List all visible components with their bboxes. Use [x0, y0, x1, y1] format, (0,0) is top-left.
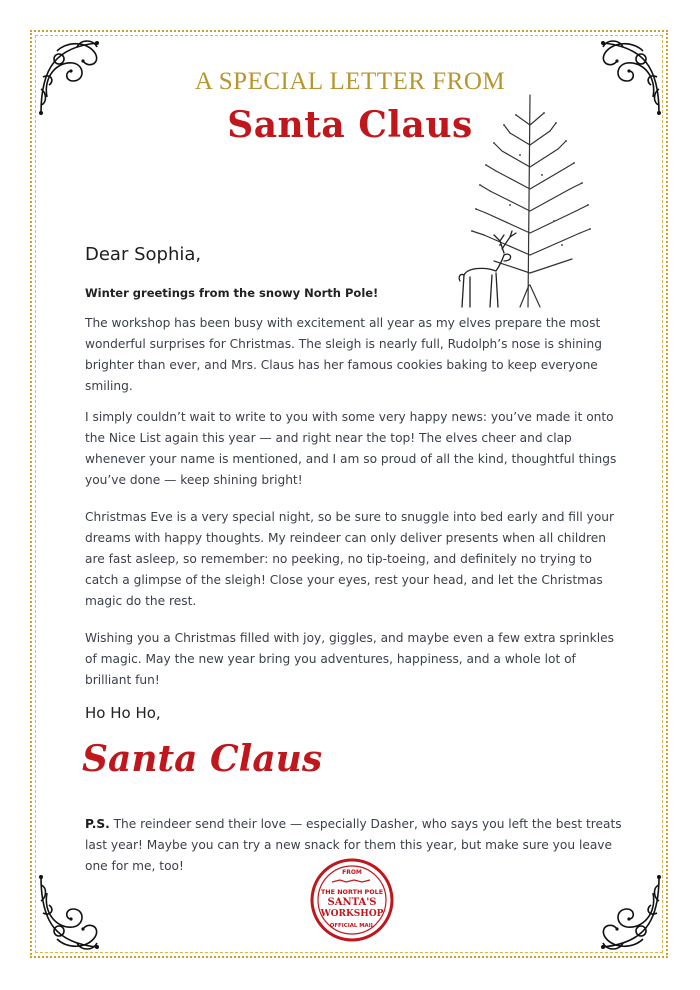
letter-paragraph: The workshop has been busy with excitement all year as my elves prepare the most wonderful surprises for Christmas. The sleigh is nearly full, Rudolph’s nose is shining brighter than ever, and Mrs. Claus has her famous cookies baking to keep everyone smiling.	[85, 316, 602, 393]
corner-ornament-icon	[583, 37, 663, 117]
letter-paragraph: Christmas Eve is a very special night, so be sure to snuggle into bed early and fill your dreams with happy thoughts. My reindeer can only deliver presents when all children are fast asleep, so remember: no peeking, no tip-toeing, and definitely no trying to catch a glimpse of the sleigh! Close your eyes, rest your head, and let the Christmas magic do the rest.	[85, 510, 615, 608]
letter-heading: A SPECIAL LETTER FROM	[194, 68, 506, 95]
corner-ornament-icon	[37, 37, 117, 117]
stamp-seal-icon	[310, 858, 394, 942]
letter-paragraph: I simply couldn’t wait to write to you with some very happy news: you’ve made it onto the Nice List again this year — and right near the top! The elves cheer and clap whenever your name is mentioned, and I am so proud of all the kind, thoughtful things you’ve done — keep shining bright!	[85, 410, 617, 487]
north-pole-stamp	[310, 858, 394, 942]
stamp-line2: SANTA'S	[327, 897, 377, 908]
letter-salutation: Dear Sophia,	[85, 244, 202, 265]
corner-ornament-icon	[583, 873, 663, 953]
stamp-bottom-text: OFFICIAL MAIL	[329, 923, 375, 929]
stamp-line1: THE NORTH POLE	[320, 888, 384, 896]
postscript-text: The reindeer send their love — especially Dasher, who says you left the best treats last year! Maybe you can try a new snack for them this year, but make sure you leave one for me, too!	[85, 817, 622, 873]
letter-paragraph: Wishing you a Christmas filled with joy, giggles, and maybe even a few extra sprinkles of magic. May the new year bring you adventures, happiness, and a whole lot of brilliant fun!	[85, 631, 614, 687]
postscript-label: P.S.	[85, 817, 110, 831]
winter-tree-reindeer-icon	[450, 85, 595, 310]
stamp-line3: WORKSHOP	[320, 909, 384, 919]
letter-closing: Ho Ho Ho,	[85, 704, 161, 722]
corner-ornament-icon	[37, 873, 117, 953]
santa-signature: Santa Claus	[82, 738, 323, 780]
stamp-top-text: FROM	[342, 869, 362, 876]
santa-title: Santa Claus	[227, 104, 473, 146]
letter-greeting: Winter greetings from the snowy North Pole!	[85, 286, 379, 300]
